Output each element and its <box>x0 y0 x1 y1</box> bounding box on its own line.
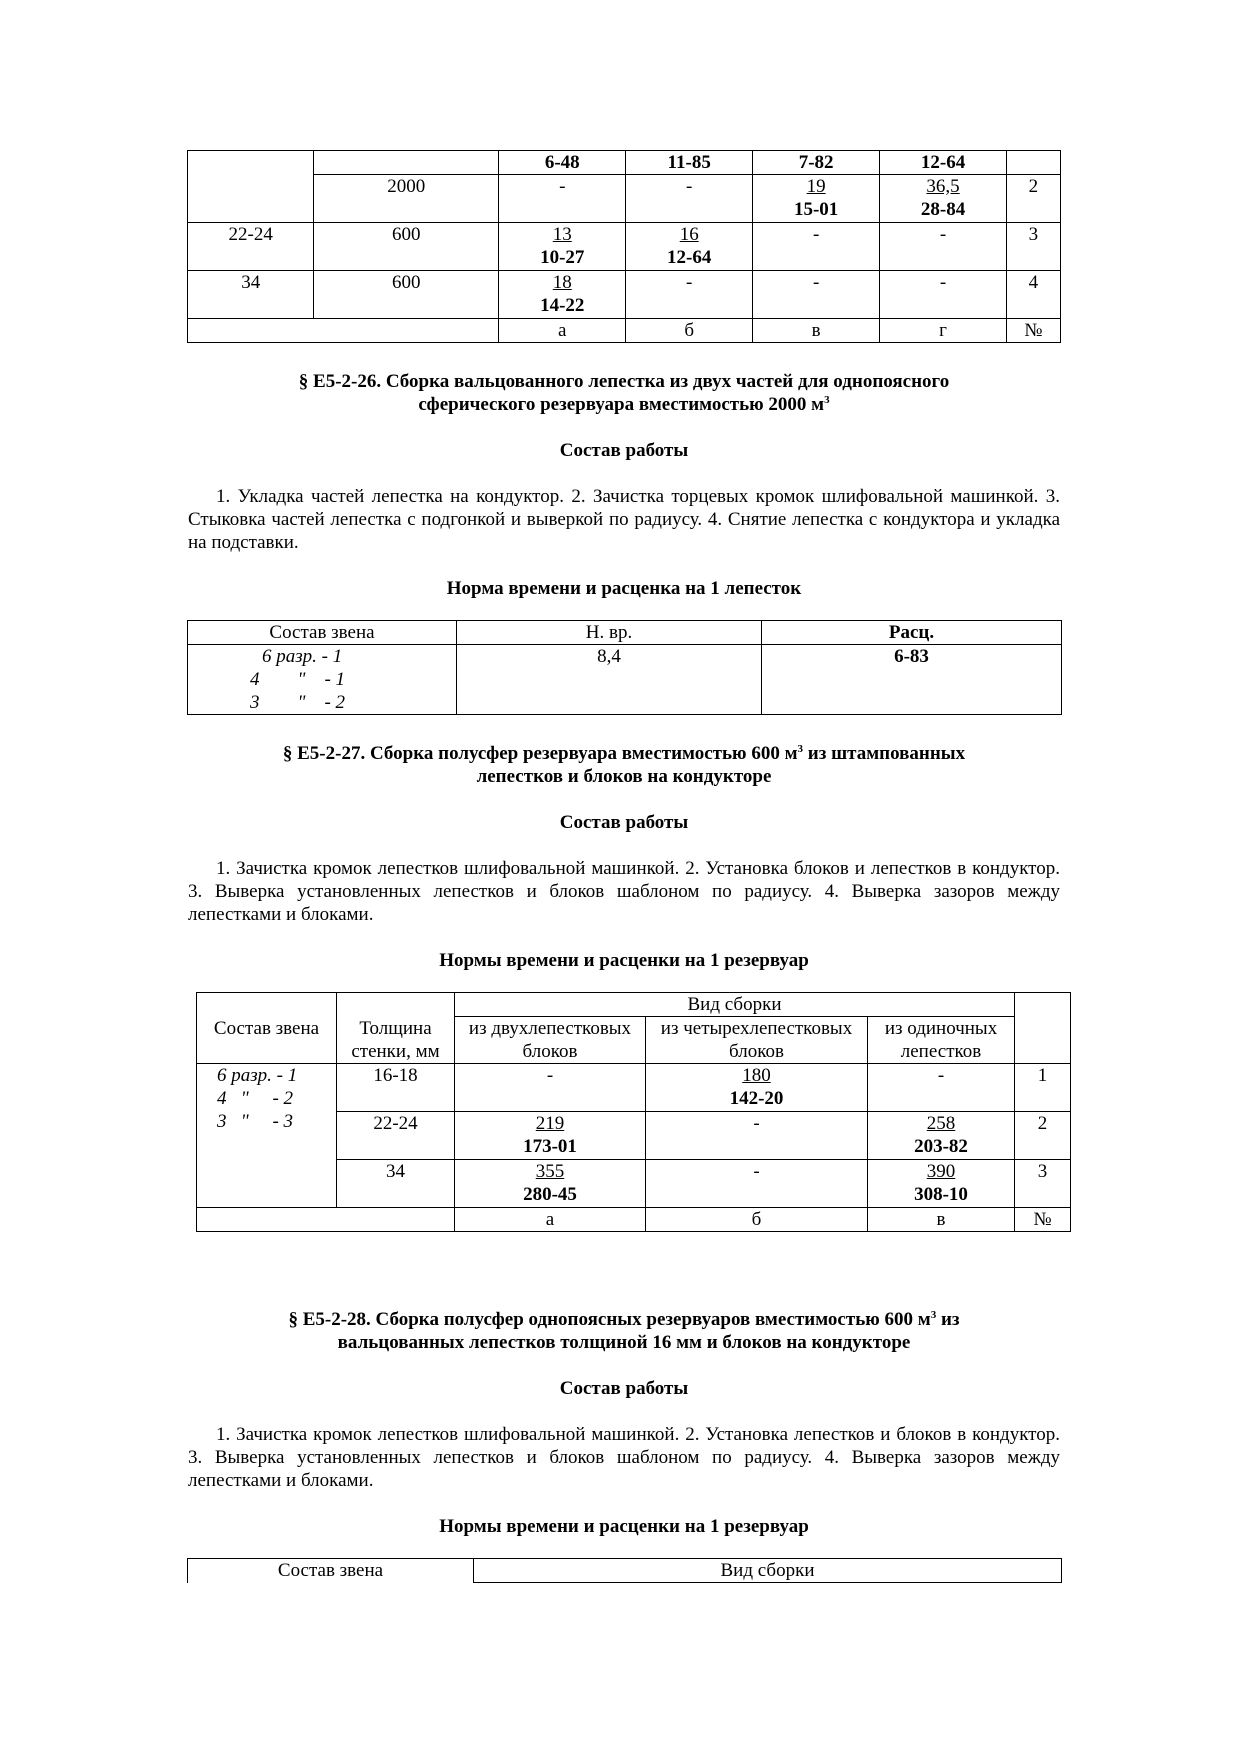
table-header-row <box>188 621 1062 645</box>
section-title-line: вальцованных лепестков толщиной 16 мм и блоков на кондукторе <box>337 1332 911 1353</box>
norm-heading: Нормы времени и расценки на 1 резервуар <box>439 950 809 971</box>
time-value: 13 <box>552 224 572 245</box>
header-cell <box>868 1017 1015 1064</box>
work-text: 1. Зачистка кромок лепестков шлифовальной машинкой. 2. Установка блоков и лепестков в кондуктор. 3. Выверка установленных лепестков и блоков шаблоном по радиусу. 4. Выверка зазоров между лепестками и блоками. <box>188 858 1060 925</box>
rate-value: 10-27 <box>540 247 585 268</box>
table-cell <box>626 223 752 271</box>
column-letter: № <box>1006 319 1060 343</box>
crew-line: 3 " - 3 <box>217 1111 294 1132</box>
section-title-e5-2-27 <box>188 742 1060 788</box>
norm-heading: Нормы времени и расценки на 1 резервуар <box>439 1516 809 1537</box>
work-text: 1. Зачистка кромок лепестков шлифовальной машинкой. 2. Установка лепестков и блоков в кондуктор. 3. Выверка установленных лепестков и блоков шаблоном по радиусу. 4. Выверка зазоров между лепестками и блоками. <box>188 1424 1060 1491</box>
header-cell <box>455 1017 646 1064</box>
table-row <box>188 645 1062 715</box>
time-value: 219 <box>535 1113 565 1134</box>
table-row <box>188 271 1061 319</box>
norm-table-e5-2-26 <box>187 620 1062 715</box>
header-line: стенки, мм <box>351 1041 440 1062</box>
work-description <box>188 485 1060 554</box>
table-cell: - <box>626 271 752 319</box>
column-letter: б <box>646 1208 868 1232</box>
header-cell: Расц. <box>762 621 1062 645</box>
crew-cell <box>188 645 457 715</box>
table-cell: - <box>455 1064 646 1112</box>
column-letter: в <box>868 1208 1015 1232</box>
header-line: блоков <box>522 1041 578 1062</box>
header-cell: Состав звена <box>188 621 457 645</box>
header-cell <box>1015 993 1071 1064</box>
section-title-line: § Е5-2-26. Сборка вальцованного лепестка из двух частей для однопоясного <box>298 371 950 392</box>
header-line: из одиночных <box>884 1018 998 1039</box>
time-cell: 8,4 <box>457 645 762 715</box>
rate-value: 173-01 <box>523 1136 577 1157</box>
table-cell <box>499 223 626 271</box>
thickness-cell: 16-18 <box>337 1064 455 1112</box>
header-line: из двухлепестковых <box>468 1018 632 1039</box>
table-cell: - <box>646 1160 868 1208</box>
table-cell: 6-48 <box>499 151 626 175</box>
table-cell: - <box>880 223 1006 271</box>
header-line: блоков <box>729 1041 784 1062</box>
work-description <box>188 857 1060 926</box>
superscript: 3 <box>930 1309 937 1321</box>
table-cell: 12-64 <box>880 151 1006 175</box>
table-cell <box>880 175 1006 223</box>
table-header-row <box>197 993 1071 1017</box>
header-line: лепестков <box>900 1041 982 1062</box>
rate-value: 280-45 <box>523 1184 577 1205</box>
section-title-line: из <box>936 1309 960 1330</box>
section-title-line: лепестков и блоков на кондукторе <box>476 766 772 787</box>
row-number: 2 <box>1015 1112 1071 1160</box>
table-row <box>188 151 1061 175</box>
table-cell <box>646 1064 868 1112</box>
rate-value: 28-84 <box>920 199 966 220</box>
norm-table-e5-2-27 <box>196 992 1071 1232</box>
table-cell: 22-24 <box>188 223 314 271</box>
table-cell: 11-85 <box>626 151 752 175</box>
section-title-line: § Е5-2-28. Сборка полусфер однопоясных резервуаров вместимостью 600 м <box>288 1309 931 1330</box>
table-row <box>197 1064 1071 1112</box>
table-cell <box>455 1160 646 1208</box>
rate-value: 12-64 <box>667 247 712 268</box>
time-value: 180 <box>742 1065 771 1086</box>
thickness-cell: 34 <box>337 1160 455 1208</box>
work-heading: Состав работы <box>559 440 689 461</box>
work-text: 1. Укладка частей лепестка на кондуктор. 2. Зачистка торцевых кромок шлифовальной машинкой. 3. Стыковка частей лепестка с подгонкой и выверкой по радиусу. 4. Снятие лепестка с кондуктора и укладка на подставки. <box>188 486 1060 553</box>
section-title-line: сферического резервуара вместимостью 2000 м <box>418 394 825 415</box>
table-cell: - <box>880 271 1006 319</box>
table-footer-row <box>188 319 1061 343</box>
rate-cell: 6-83 <box>762 645 1062 715</box>
table-cell: - <box>646 1112 868 1160</box>
rate-value: 203-82 <box>914 1136 968 1157</box>
table-cell: 7-82 <box>752 151 879 175</box>
row-number: 3 <box>1015 1160 1071 1208</box>
superscript: 3 <box>797 743 804 755</box>
time-value: 355 <box>535 1161 565 1182</box>
norms-table-continued <box>187 150 1061 343</box>
table-row <box>188 223 1061 271</box>
thickness-cell: 22-24 <box>337 1112 455 1160</box>
row-number: 1 <box>1015 1064 1071 1112</box>
time-value: 16 <box>679 224 699 245</box>
table-cell <box>188 319 499 343</box>
time-value: 36,5 <box>926 176 960 197</box>
capacity-cell: 2000 <box>314 175 499 223</box>
column-letter: № <box>1015 1208 1071 1232</box>
section-title-e5-2-28 <box>188 1308 1060 1354</box>
column-letter: б <box>626 319 752 343</box>
table-cell <box>188 151 314 223</box>
crew-line: 6 разр. - 1 <box>217 1065 298 1086</box>
time-value: 390 <box>926 1161 956 1182</box>
rate-value: 15-01 <box>793 199 839 220</box>
table-cell: - <box>752 271 879 319</box>
column-letter: г <box>880 319 1006 343</box>
rate-value: 14-22 <box>540 295 585 316</box>
table-header-row <box>188 1559 1062 1583</box>
row-number: 3 <box>1006 223 1060 271</box>
work-description <box>188 1423 1060 1492</box>
section-title-line: § Е5-2-27. Сборка полусфер резервуара вместимостью 600 м <box>282 743 798 764</box>
table-footer-row <box>197 1208 1071 1232</box>
table-cell: 34 <box>188 271 314 319</box>
crew-cell <box>197 1064 337 1208</box>
table-cell: - <box>868 1064 1015 1112</box>
header-line: из четырехлепестковых <box>660 1018 853 1039</box>
header-cell <box>337 993 455 1064</box>
table-cell: - <box>626 175 752 223</box>
row-number: 4 <box>1006 271 1060 319</box>
time-value: 258 <box>926 1113 956 1134</box>
table-cell <box>868 1112 1015 1160</box>
row-number: 2 <box>1006 175 1060 223</box>
rate-value: 142-20 <box>729 1088 784 1109</box>
table-cell <box>752 175 879 223</box>
table-cell: - <box>752 223 879 271</box>
table-cell <box>499 271 626 319</box>
table-row <box>188 175 1061 223</box>
norm-table-e5-2-28 <box>187 1558 1062 1583</box>
table-cell <box>1006 151 1060 175</box>
header-cell: Н. вр. <box>457 621 762 645</box>
header-cell: Состав звена <box>188 1559 474 1583</box>
section-title-line: из штампованных <box>803 743 966 764</box>
table-cell <box>455 1112 646 1160</box>
time-value: 18 <box>552 272 572 293</box>
capacity-cell: 600 <box>314 271 499 319</box>
time-value: 19 <box>806 176 826 197</box>
header-group-cell: Вид сборки <box>474 1559 1062 1583</box>
column-letter: а <box>455 1208 646 1232</box>
capacity-cell: 600 <box>314 223 499 271</box>
table-cell <box>197 1208 455 1232</box>
header-line: Толщина <box>359 1018 432 1039</box>
crew-line: 6 разр. - 1 <box>262 646 343 667</box>
header-cell <box>646 1017 868 1064</box>
header-cell: Состав звена <box>197 993 337 1064</box>
work-heading: Состав работы <box>559 812 689 833</box>
column-letter: а <box>499 319 626 343</box>
header-group-cell: Вид сборки <box>455 993 1015 1017</box>
rate-value: 308-10 <box>914 1184 968 1205</box>
crew-line: 3 " - 2 <box>250 692 346 713</box>
table-cell <box>868 1160 1015 1208</box>
norm-heading: Норма времени и расценка на 1 лепесток <box>446 578 802 599</box>
crew-line: 4 " - 1 <box>250 669 346 690</box>
section-title-e5-2-26 <box>188 370 1060 416</box>
work-heading: Состав работы <box>559 1378 689 1399</box>
superscript: 3 <box>824 394 830 406</box>
table-cell: - <box>499 175 626 223</box>
crew-line: 4 " - 2 <box>217 1088 294 1109</box>
column-letter: в <box>752 319 879 343</box>
table-cell <box>314 151 499 175</box>
